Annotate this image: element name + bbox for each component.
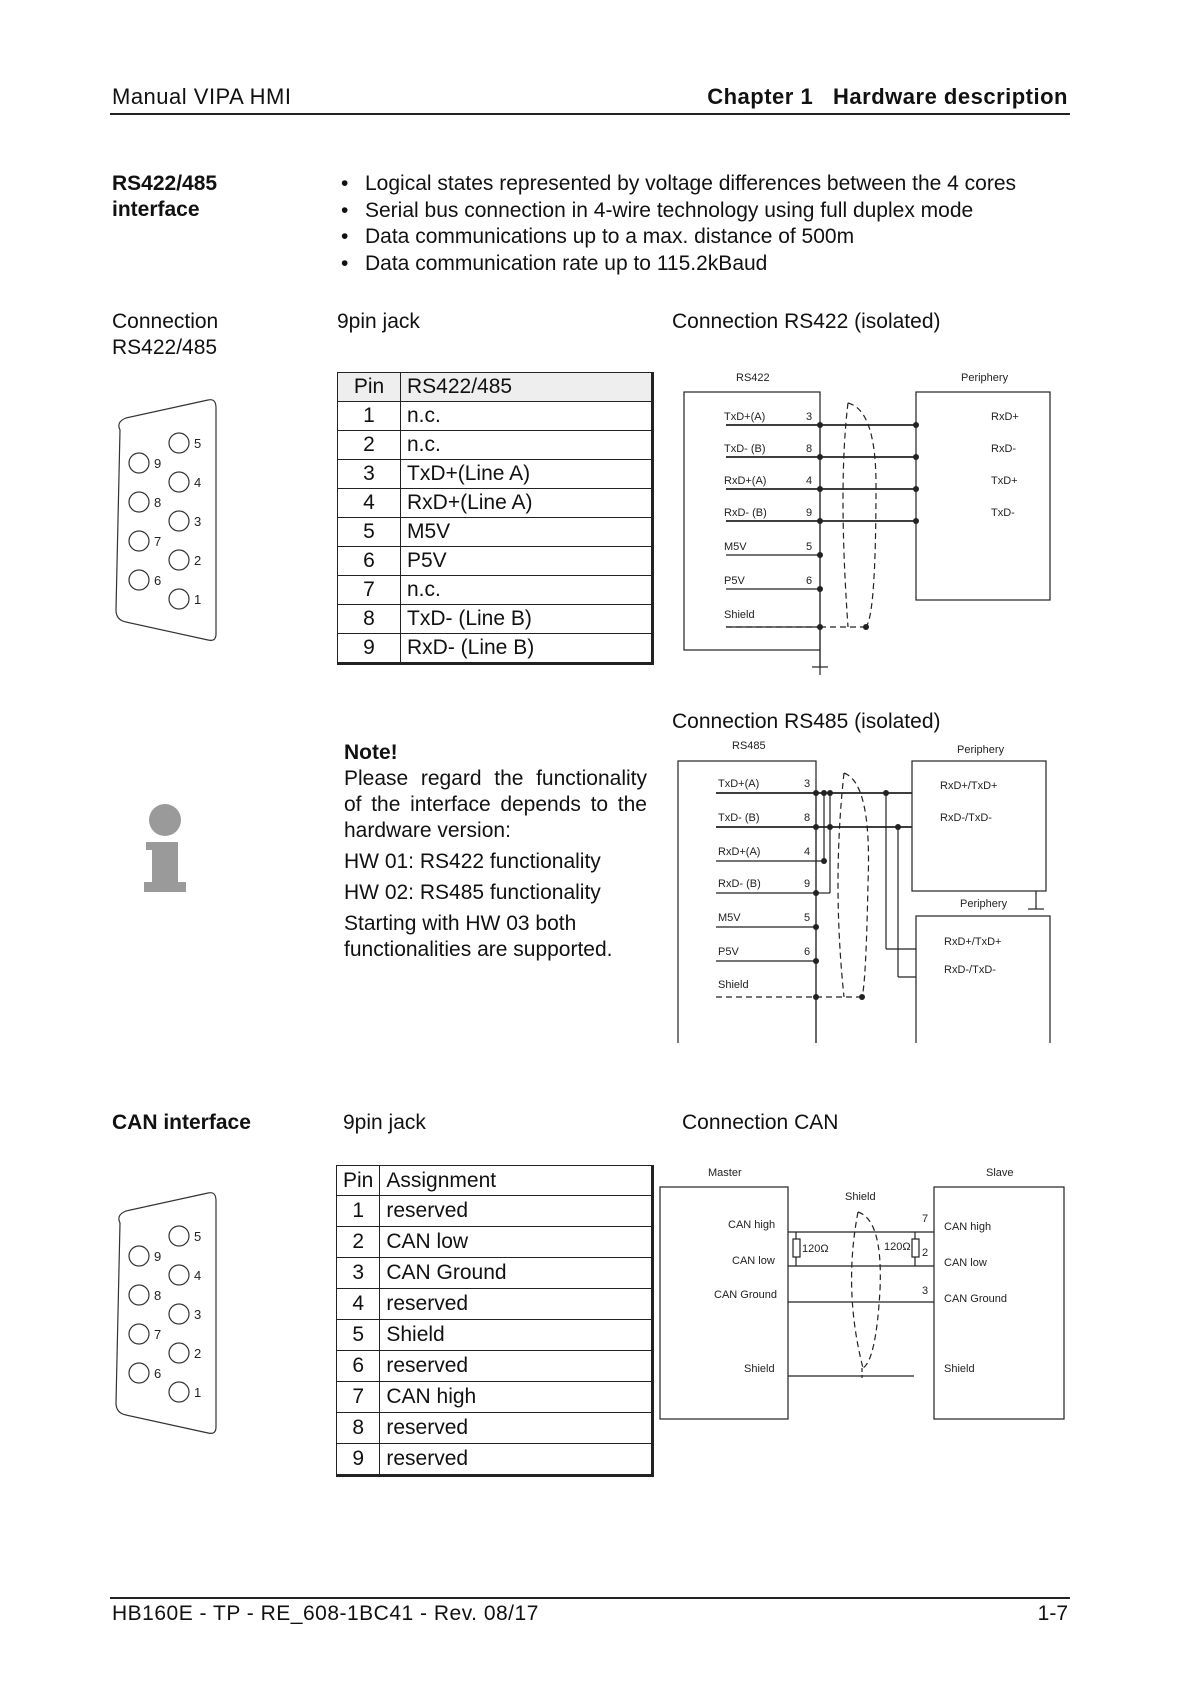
table-header-row: [338, 373, 653, 402]
pin-circle: [169, 1304, 189, 1324]
can-caption: Connection CAN: [682, 1111, 839, 1134]
pin-label: 5: [804, 912, 811, 924]
table-cell: 8: [338, 605, 401, 634]
pin-number: 1: [194, 1385, 202, 1400]
signal-label: CAN high: [728, 1219, 776, 1231]
pin-number: 8: [154, 495, 162, 510]
table-cell: RxD- (Line B): [401, 634, 653, 664]
pin-label: 3: [806, 411, 813, 423]
table-row: [337, 1413, 653, 1444]
table-cell: RxD+(Line A): [401, 489, 653, 518]
table-cell: CAN low: [380, 1227, 653, 1258]
pin-number: 5: [194, 1229, 202, 1244]
signal-label: RxD+(A): [724, 475, 767, 487]
signal-label: RxD- (B): [718, 878, 761, 890]
pin-number: 6: [154, 1366, 162, 1381]
signal-label: Shield: [724, 609, 755, 621]
rs-section-title: [112, 171, 217, 223]
table-row: [337, 1258, 653, 1289]
pin-number: 9: [154, 456, 162, 471]
table-cell: 3: [338, 460, 401, 489]
table-cell: reserved: [380, 1444, 653, 1476]
pin-label: 4: [806, 475, 813, 487]
pin-circle: [129, 1324, 149, 1344]
rs422-diagram: [676, 365, 1076, 675]
footer-rule: [110, 1597, 1070, 1599]
pin-number: 4: [194, 1268, 202, 1283]
signal-label: RxD-/TxD-: [944, 964, 996, 976]
signal-label: TxD-: [991, 507, 1015, 519]
rs485-diagram: [672, 733, 1082, 1043]
table-header: Pin: [337, 1166, 380, 1196]
rs-title-line1: RS422/485: [112, 172, 218, 195]
signal-label: TxD- (B): [724, 443, 766, 455]
note-hw1: HW 01: RS422 functionality: [344, 850, 601, 873]
dsub-connector-rs: [110, 398, 220, 648]
table-row: [338, 547, 653, 576]
list-item: • Data communications up to a max. distance of 500m: [337, 224, 1077, 251]
signal-label: TxD- (B): [718, 812, 760, 824]
can-jack-label: 9pin jack: [343, 1111, 426, 1134]
rs485-caption: Connection RS485 (isolated): [672, 710, 941, 733]
diagram-title: Master: [708, 1167, 742, 1179]
table-row: [338, 460, 653, 489]
pin-label: 2: [922, 1247, 929, 1259]
table-header: RS422/485: [401, 373, 653, 402]
table-cell: reserved: [380, 1289, 653, 1320]
resistor-left: [793, 1239, 800, 1257]
pin-circle: [129, 570, 149, 590]
pin-label: 8: [804, 812, 811, 824]
note-title: Note!: [344, 741, 398, 764]
pin-circle: [129, 1285, 149, 1305]
signal-label: RxD+/TxD+: [944, 936, 1002, 948]
signal-label: RxD+: [991, 411, 1019, 423]
table-header: Assignment: [380, 1166, 653, 1196]
table-cell: 1: [338, 402, 401, 431]
table-cell: 4: [337, 1289, 380, 1320]
pin-circle: [169, 433, 189, 453]
table-cell: Shield: [380, 1320, 653, 1351]
diagram-title: Periphery: [960, 898, 1008, 910]
table-cell: 7: [338, 576, 401, 605]
list-item: • Serial bus connection in 4-wire technology using full duplex mode: [337, 198, 1077, 225]
table-cell: P5V: [401, 547, 653, 576]
diagram-title: RS422: [736, 372, 770, 384]
signal-label: TxD+(A): [718, 778, 760, 790]
table-cell: CAN high: [380, 1382, 653, 1413]
table-cell: 9: [337, 1444, 380, 1476]
table-row: [338, 431, 653, 460]
pin-circle: [129, 453, 149, 473]
pin-label: 9: [806, 507, 813, 519]
table-cell: 9: [338, 634, 401, 664]
pin-number: 9: [154, 1249, 162, 1264]
table-row: [338, 402, 653, 431]
table-row: [338, 489, 653, 518]
rs-jack-label: 9pin jack: [337, 310, 420, 333]
pin-number: 2: [194, 1346, 202, 1361]
pin-number: 3: [194, 1307, 202, 1322]
diagram-title: RS485: [732, 740, 766, 752]
table-cell: 3: [337, 1258, 380, 1289]
signal-label: CAN Ground: [944, 1293, 1007, 1305]
table-row: [337, 1444, 653, 1476]
pin-circle: [169, 1226, 189, 1246]
signal-label: P5V: [718, 946, 739, 958]
connection-label-line1: Connection: [112, 310, 219, 333]
header-right: Chapter 1 Hardware description: [707, 84, 1068, 109]
rs-title-line2: interface: [112, 198, 200, 221]
table-cell: n.c.: [401, 402, 653, 431]
signal-label: CAN high: [944, 1221, 992, 1233]
pin-label: 5: [806, 541, 813, 553]
pin-label: 6: [806, 575, 813, 587]
table-row: [337, 1227, 653, 1258]
pin-number: 4: [194, 475, 202, 490]
table-cell: n.c.: [401, 431, 653, 460]
signal-label: TxD+(A): [724, 411, 766, 423]
rs-bullet-list: [337, 171, 1077, 277]
pin-circle: [129, 1246, 149, 1266]
pin-circle: [169, 1265, 189, 1285]
pin-number: 3: [194, 514, 202, 529]
diagram-title: Periphery: [957, 744, 1005, 756]
pin-circle: [169, 1343, 189, 1363]
rs485-box: [678, 761, 816, 1043]
footer-right: 1-7: [1037, 1602, 1068, 1625]
signal-label: RxD+(A): [718, 846, 761, 858]
diagram-title: Shield: [845, 1191, 876, 1203]
pin-label: 3: [804, 778, 811, 790]
signal-label: Shield: [744, 1363, 775, 1375]
table-cell: 7: [337, 1382, 380, 1413]
pin-label: 8: [806, 443, 813, 455]
pin-number: 8: [154, 1288, 162, 1303]
periphery-box: [916, 392, 1050, 600]
pin-circle: [129, 492, 149, 512]
connection-label: [112, 309, 218, 361]
table-cell: CAN Ground: [380, 1258, 653, 1289]
table-row: [337, 1289, 653, 1320]
table-row: [337, 1196, 653, 1227]
table-header-row: [337, 1166, 653, 1196]
connection-label-line2: RS422/485: [112, 336, 218, 359]
pin-circle: [169, 589, 189, 609]
resistor-label: 120Ω: [802, 1243, 829, 1255]
signal-label: RxD+/TxD+: [940, 780, 998, 792]
pin-label: 3: [922, 1285, 929, 1297]
table-cell: reserved: [380, 1196, 653, 1227]
signal-label: RxD- (B): [724, 507, 767, 519]
pin-circle: [169, 550, 189, 570]
table-row: [338, 576, 653, 605]
info-icon: [140, 802, 190, 894]
dsub-connector-can: [110, 1191, 220, 1441]
can-pin-table: [336, 1165, 654, 1477]
signal-label: CAN low: [944, 1257, 987, 1269]
can-diagram: [658, 1160, 1068, 1420]
signal-label: RxD-: [991, 443, 1017, 455]
pin-number: 1: [194, 592, 202, 607]
note-hw2: HW 02: RS485 functionality: [344, 881, 601, 904]
header-left: Manual VIPA HMI: [112, 84, 292, 109]
table-cell: 6: [338, 547, 401, 576]
pin-circle: [169, 1382, 189, 1402]
pin-label: 9: [804, 878, 811, 890]
note-body: Please regard the functionality of the interface depends to the hardware version:: [344, 767, 647, 842]
pin-number: 7: [154, 1327, 162, 1342]
pin-label: 6: [804, 946, 811, 958]
signal-label: CAN low: [732, 1255, 775, 1267]
pin-circle: [129, 531, 149, 551]
pin-label: 7: [922, 1213, 929, 1225]
list-item: • Logical states represented by voltage differences between the 4 cores: [337, 171, 1077, 198]
table-cell: 5: [338, 518, 401, 547]
resistor-label: 120Ω: [884, 1241, 911, 1253]
table-row: [338, 605, 653, 634]
list-item: • Data communication rate up to 115.2kBaud: [337, 251, 1077, 278]
table-cell: n.c.: [401, 576, 653, 605]
table-cell: TxD+(Line A): [401, 460, 653, 489]
table-cell: 5: [337, 1320, 380, 1351]
pin-number: 6: [154, 573, 162, 588]
pin-number: 7: [154, 534, 162, 549]
table-cell: 2: [338, 431, 401, 460]
resistor-right: [912, 1239, 919, 1257]
signal-label: TxD+: [991, 475, 1018, 487]
pin-number: 5: [194, 436, 202, 451]
table-row: [337, 1351, 653, 1382]
table-cell: reserved: [380, 1413, 653, 1444]
table-cell: 6: [337, 1351, 380, 1382]
rs-pin-table: [337, 372, 654, 665]
note-box: [344, 740, 647, 963]
signal-label: RxD-/TxD-: [940, 812, 992, 824]
note-hw3: Starting with HW 03 both functionalities are supported.: [344, 912, 613, 961]
table-header: Pin: [338, 373, 401, 402]
diagram-title: Slave: [986, 1167, 1014, 1179]
diagram-title: Periphery: [961, 372, 1009, 384]
signal-label: CAN Ground: [714, 1289, 777, 1301]
table-row: [338, 518, 653, 547]
signal-label: M5V: [718, 912, 741, 924]
table-cell: 8: [337, 1413, 380, 1444]
table-cell: 2: [337, 1227, 380, 1258]
signal-label: Shield: [944, 1363, 975, 1375]
pin-number: 2: [194, 553, 202, 568]
pin-circle: [169, 472, 189, 492]
table-cell: reserved: [380, 1351, 653, 1382]
table-cell: 4: [338, 489, 401, 518]
can-section-title: CAN interface: [112, 1111, 251, 1134]
signal-label: P5V: [724, 575, 745, 587]
signal-label: M5V: [724, 541, 747, 553]
table-row: [337, 1382, 653, 1413]
pin-circle: [129, 1363, 149, 1383]
table-cell: M5V: [401, 518, 653, 547]
table-cell: TxD- (Line B): [401, 605, 653, 634]
footer-left: HB160E - TP - RE_608-1BC41 - Rev. 08/17: [112, 1602, 539, 1625]
rs422-caption: Connection RS422 (isolated): [672, 310, 941, 333]
pin-circle: [169, 511, 189, 531]
pin-label: 4: [804, 846, 811, 858]
table-cell: 1: [337, 1196, 380, 1227]
table-row: [338, 634, 653, 664]
table-row: [337, 1320, 653, 1351]
header-rule: [110, 113, 1070, 115]
signal-label: Shield: [718, 979, 749, 991]
